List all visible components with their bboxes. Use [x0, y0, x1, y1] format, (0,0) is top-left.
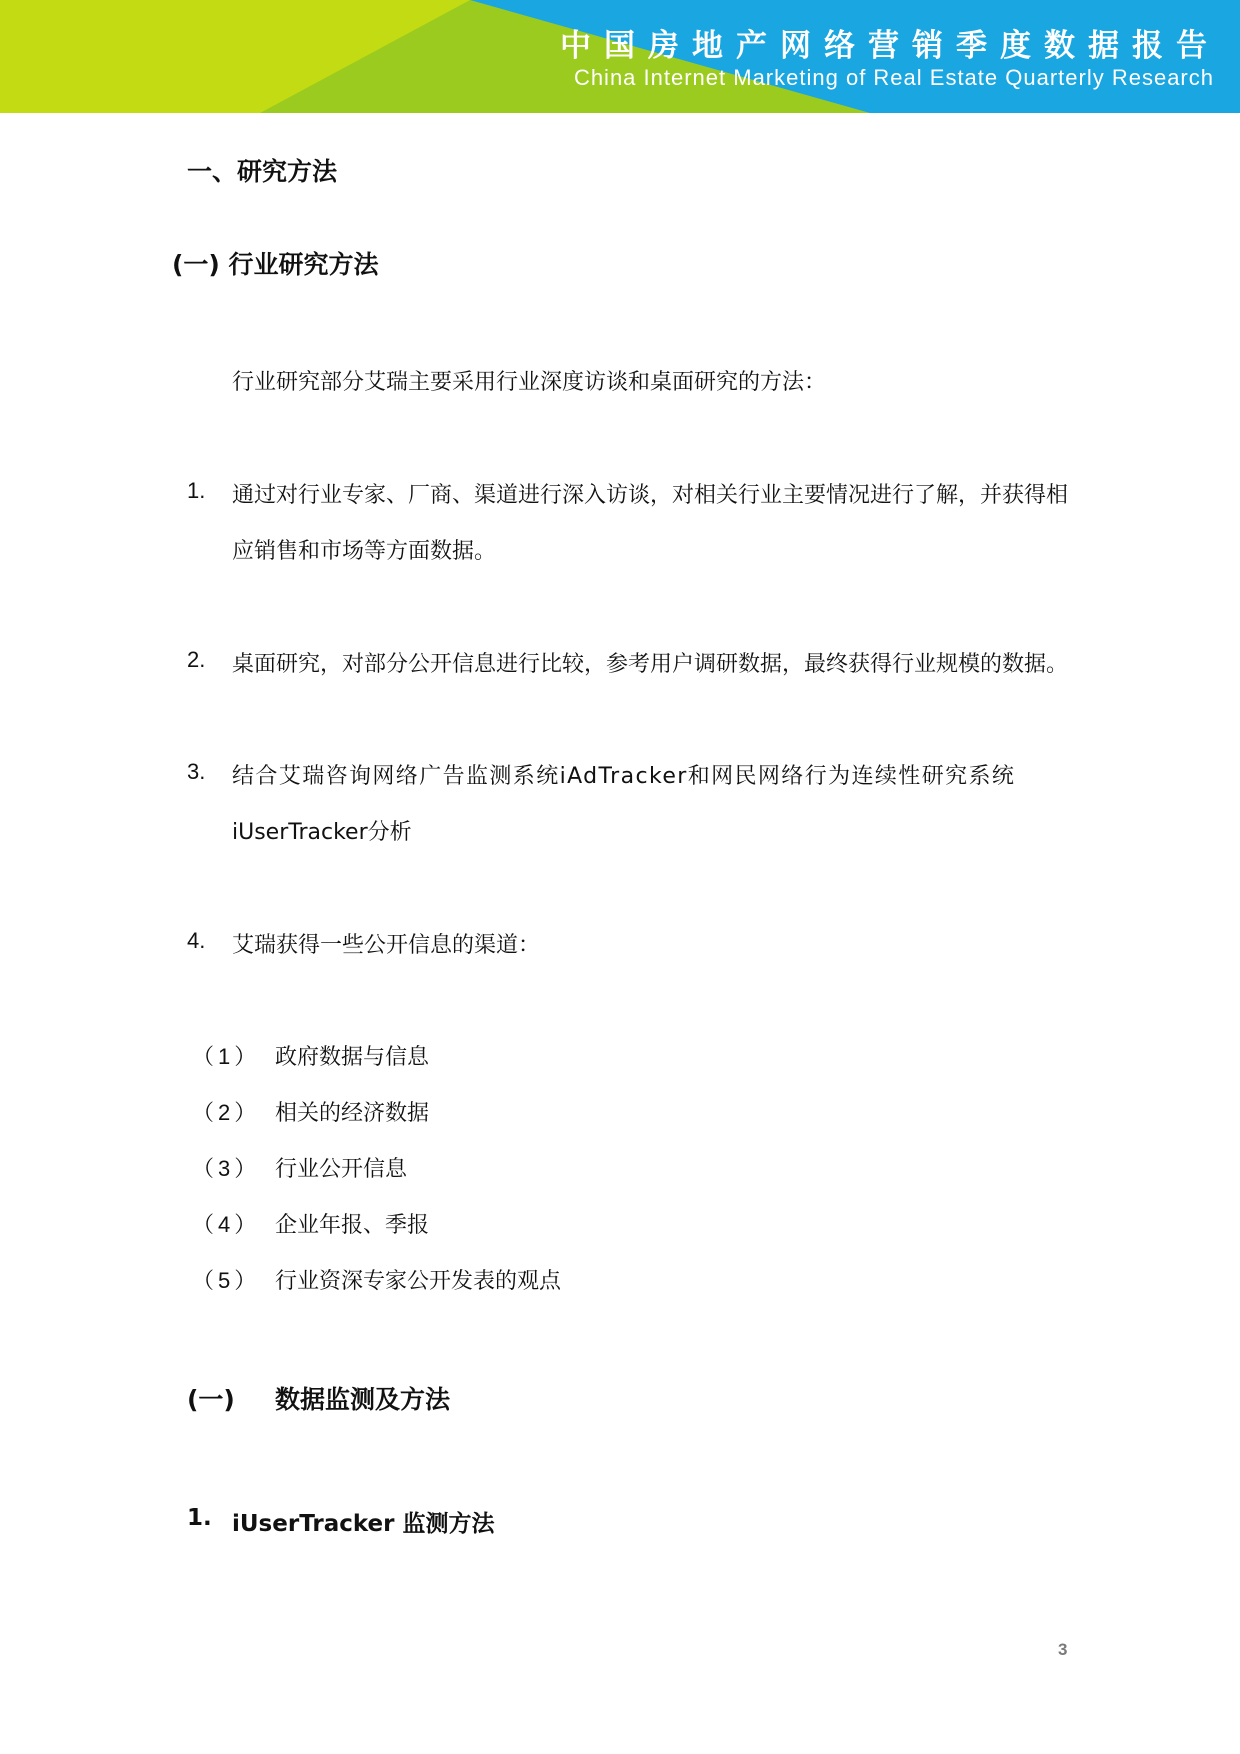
list-item-number: 3.	[187, 759, 206, 784]
report-title-en: China Internet Marketing of Real Estate Quarterly Research	[573, 65, 1214, 90]
list-item-number: 2.	[187, 647, 206, 672]
sub-list-text: 行业公开信息	[275, 1157, 408, 1182]
sub-list-text: 行业资深专家公开发表的观点	[275, 1269, 562, 1294]
header-banner	[0, 0, 1240, 113]
page-number: 3	[1058, 1640, 1068, 1659]
sub-list-text: 政府数据与信息	[275, 1045, 430, 1070]
sub-list-number: （3）	[192, 1156, 261, 1181]
sub-list-number: （1）	[192, 1044, 261, 1069]
section-heading: 一、研究方法	[187, 157, 338, 186]
intro-paragraph: 行业研究部分艾瑞主要采用行业深度访谈和桌面研究的方法：	[232, 370, 827, 395]
sub-list-number: （4）	[192, 1212, 261, 1237]
list-item-text: iUserTracker分析	[232, 820, 412, 845]
subsection-heading-industry-research: (一) 行业研究方法	[172, 250, 379, 279]
sub-list-text: 企业年报、季报	[275, 1213, 430, 1238]
subsection-item-number: 1.	[187, 1505, 212, 1531]
list-item-text: 通过对行业专家、厂商、渠道进行深入访谈，对相关行业主要情况进行了解，并获得相	[232, 483, 1069, 508]
sub-list-number: （5）	[192, 1268, 261, 1293]
list-item-text: 结合艾瑞咨询网络广告监测系统iAdTracker和网民网络行为连续性研究系统	[232, 764, 1016, 789]
list-item-number: 4.	[187, 928, 206, 953]
subsection-item-heading: iUserTracker 监测方法	[232, 1511, 495, 1537]
report-title-cn: 中国房地产网络营销季度数据报告	[560, 28, 1220, 64]
subsection-number: (一)	[187, 1385, 235, 1414]
subsection-heading-data-monitoring: 数据监测及方法	[275, 1385, 451, 1414]
list-item-text: 艾瑞获得一些公开信息的渠道：	[232, 933, 541, 958]
sub-list-text: 相关的经济数据	[275, 1101, 430, 1126]
list-item-text: 桌面研究，对部分公开信息进行比较，参考用户调研数据，最终获得行业规模的数据。	[232, 652, 1069, 677]
list-item-number: 1.	[187, 478, 206, 503]
list-item-text: 应销售和市场等方面数据。	[232, 539, 497, 564]
sub-list-number: （2）	[192, 1100, 261, 1125]
